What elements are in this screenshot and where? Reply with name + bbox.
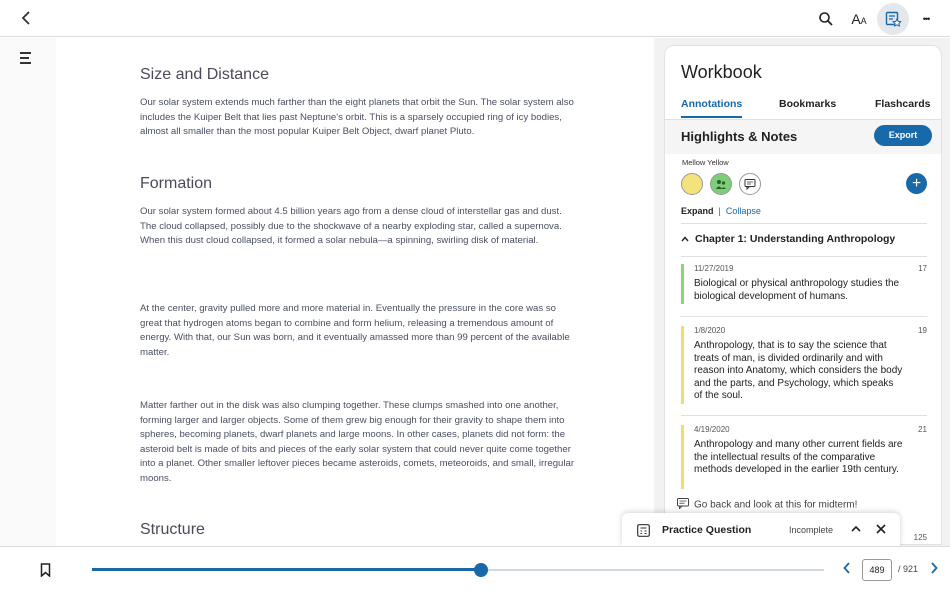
comment-icon <box>744 178 756 190</box>
annotation-page: 21 <box>918 425 927 434</box>
chapter-toggle[interactable] <box>681 233 895 245</box>
chevron-right-icon <box>929 561 939 575</box>
highlights-header <box>665 120 942 154</box>
previous-page-button[interactable] <box>842 561 852 578</box>
section-heading: Formation <box>140 175 213 192</box>
more-glyph: ••• <box>922 14 930 24</box>
total-pages: / 921 <box>898 564 919 574</box>
text-size-small-glyph: A <box>860 16 867 26</box>
comment-icon <box>677 498 689 512</box>
tab-annotations[interactable]: Annotations <box>681 98 742 118</box>
divider <box>681 415 927 416</box>
paragraph: Matter farther out in the disk was also clumping together. These clumps smashed into one another, forming larger and larger objects. Some of them grew big enough for their gravity to shape them into spheres, becoming planets, dwarf planets and large moons. In other cases, planets did not form: the asteroid belt is made of bits and pieces of the early solar system that could never quite come together into a planet. Other smaller leftover pieces became asteroids, comets, meteoroids, and small, irregular moons. <box>140 400 575 484</box>
divider <box>681 316 927 317</box>
table-of-contents-icon[interactable] <box>20 52 34 67</box>
paragraph: Our solar system formed about 4.5 billion years ago from a dense cloud of interstellar gas and dust. The cloud collapsed, possibly due to the shockwave of a nearby exploding star, called a supernova. When this dust cloud collapsed, it formed a solar nebula—a spinning, swirling disk of material. <box>140 206 562 246</box>
section-heading: Structure <box>140 521 205 538</box>
workbook-title: Workbook <box>681 62 762 82</box>
tab-bookmarks[interactable]: Bookmarks <box>779 98 837 110</box>
workbook-panel <box>664 45 942 545</box>
highlight-color-bar <box>681 425 684 489</box>
practice-question-title: Practice Question <box>662 524 752 536</box>
yellow-swatch[interactable] <box>681 173 703 195</box>
reading-pane <box>56 38 654 546</box>
divider <box>681 256 927 257</box>
page-slider-thumb[interactable] <box>474 563 488 577</box>
close-icon[interactable] <box>874 522 888 541</box>
green-group-swatch[interactable] <box>710 173 732 195</box>
separator: | <box>718 206 721 216</box>
page-slider-fill <box>92 568 481 571</box>
annotation-text: Anthropology, that is to say the science that treats of man, is divided ordinarily and with reason into Anatomy, which considers the body and the parts, and Psychology, which speaks of the soul. <box>694 340 903 402</box>
workbook-icon[interactable] <box>877 3 909 35</box>
text-size-icon[interactable] <box>846 6 872 32</box>
section-heading: Size and Distance <box>140 66 269 83</box>
text-size-large-glyph: A <box>851 11 861 27</box>
highlights-title: Highlights & Notes <box>681 129 798 144</box>
practice-question-bar[interactable] <box>622 513 900 547</box>
annotation-text: Biological or physical anthropology studies the biological development of humans. <box>694 278 900 302</box>
search-icon[interactable] <box>813 6 839 32</box>
workbook-tabs <box>665 98 942 120</box>
left-gutter <box>0 38 56 546</box>
add-highlight-color-button[interactable]: + <box>906 173 927 194</box>
chevron-up-icon <box>681 234 689 244</box>
export-button[interactable]: Export <box>874 125 932 146</box>
annotation-comment <box>677 498 857 512</box>
highlight-color-bar <box>681 264 684 304</box>
collapse-link[interactable]: Collapse <box>725 206 761 216</box>
annotation-page: 19 <box>918 326 927 335</box>
chevron-left-icon <box>842 561 852 575</box>
annotation-date: 1/8/2020 <box>694 326 726 335</box>
more-icon[interactable] <box>913 6 939 32</box>
comment-swatch[interactable] <box>739 173 761 195</box>
annotation-card[interactable] <box>681 425 927 493</box>
annotation-date: 11/27/2019 <box>694 264 734 273</box>
tab-flashcards[interactable]: Flashcards <box>875 98 931 110</box>
paragraph: At the center, gravity pulled more and more material in. Eventually the pressure in the core was so great that hydrogen atoms began to combine and form helium, releasing a tremendous amount of energy. With that, our Sun was born, and it eventually amassed more than 99 percent of the available matter. <box>140 303 570 358</box>
expand-collapse <box>681 206 761 216</box>
expand-link[interactable]: Expand <box>681 206 714 216</box>
annotation-text: Anthropology and many other current fields are the intellectual results of the comparative methods developed in the earlier 19th century. <box>694 439 903 476</box>
paragraph: Our solar system extends much farther than the eight planets that orbit the Sun. The solar system also includes the Kuiper Belt that lies past Neptune's orbit. This is a sparsely occupied ring of icy bodies, almost all smaller than the most popular Kuiper Belt Object, dwarf planet Pluto. <box>140 97 574 137</box>
annotation-card[interactable] <box>681 264 927 308</box>
bookmark-icon[interactable] <box>40 563 51 582</box>
page-number-input[interactable]: 489 <box>862 559 892 581</box>
annotation-page: 125 <box>913 533 927 542</box>
chapter-title: Chapter 1: Understanding Anthropology <box>695 233 896 245</box>
annotation-card[interactable] <box>681 326 927 410</box>
page-slider[interactable] <box>92 569 824 571</box>
back-icon[interactable] <box>18 9 36 27</box>
annotation-page: 17 <box>918 264 927 273</box>
color-name: Mellow Yellow <box>682 158 729 167</box>
chevron-up-icon[interactable] <box>849 522 863 541</box>
highlight-color-bar <box>681 326 684 404</box>
divider <box>681 223 927 224</box>
group-icon <box>715 178 727 190</box>
annotation-date: 4/19/2020 <box>694 425 730 434</box>
comment-text: Go back and look at this for midterm! <box>694 499 858 511</box>
top-toolbar <box>0 0 950 37</box>
bottom-navigation <box>0 546 950 591</box>
practice-question-status: Incomplete <box>789 525 834 535</box>
next-page-button[interactable] <box>929 561 939 578</box>
calculator-icon <box>637 524 650 542</box>
